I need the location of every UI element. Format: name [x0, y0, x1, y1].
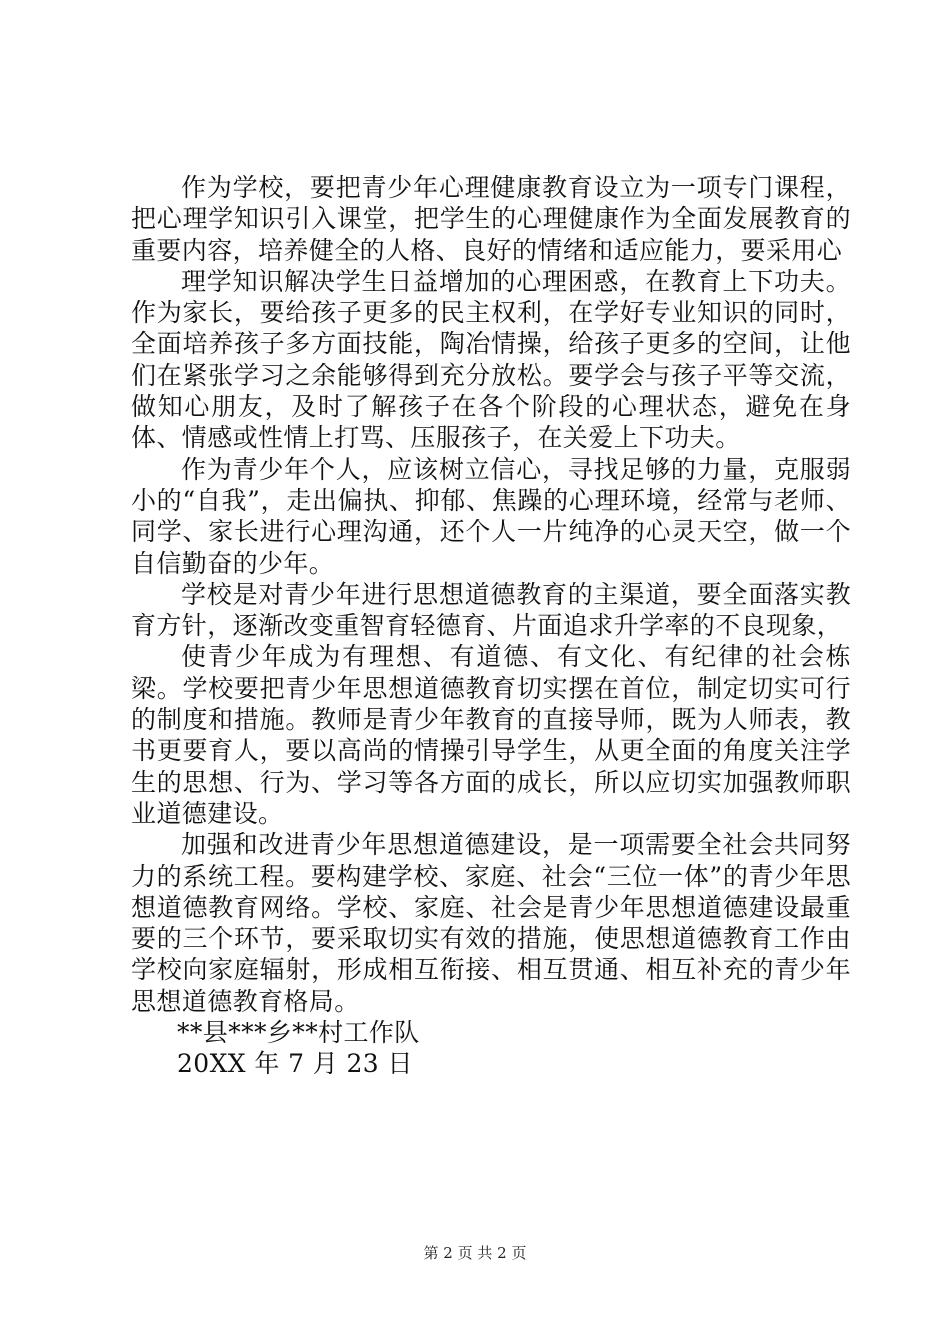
page-footer: [0, 1243, 950, 1263]
paragraph-6: 加强和改进青少年思想道德建设，是一项需要全社会共同努力的系统工程。要构建学校、家庭、社会“三位一体”的青少年思想道德教育网络。学校、家庭、社会是青少年思想道德建设最重要的三个环节，要采取切实有效的措施，使思想道德教育工作由学校向家庭辐射，形成相互衔接、相互贯通、相互补充的青少年思想道德教育格局。: [131, 830, 851, 1016]
date-line: 20XX 年 7 月 23 日: [177, 1049, 413, 1079]
paragraph-2: 理学知识解决学生日益增加的心理困惑，在教育上下功夫。作为家长，要给孩子更多的民主权利，在学好专业知识的同时，全面培养孩子多方面技能，陶冶情操，给孩子更多的空间，让他们在紧张学习之余能够得到充分放松。要学会与孩子平等交流，做知心朋友，及时了解孩子在各个阶段的心理状态，避免在身体、情感或性情上打骂、压服孩子，在关爱上下功夫。: [131, 266, 851, 453]
signature-line: **县***乡**村工作队: [177, 1018, 420, 1048]
paragraph-1: 作为学校，要把青少年心理健康教育设立为一项专门课程，把心理学知识引入课堂，把学生的心理健康作为全面发展教育的重要内容，培养健全的人格、良好的情绪和适应能力，要采用心: [131, 173, 851, 265]
paragraph-4: 学校是对青少年进行思想道德教育的主渠道，要全面落实教育方针，逐渐改变重智育轻德育、片面追求升学率的不良现象，: [131, 579, 851, 641]
paragraph-5: 使青少年成为有理想、有道德、有文化、有纪律的社会栋梁。学校要把青少年思想道德教育切实摆在首位，制定切实可行的制度和措施。教师是青少年教育的直接导师，既为人师表，教书更要育人，要以高尚的情操引导学生，从更全面的角度关注学生的思想、行为、学习等各方面的成长，所以应切实加强教师职业道德建设。: [131, 642, 851, 828]
paragraph-3: 作为青少年个人，应该树立信心，寻找足够的力量，克服弱小的“自我”，走出偏执、抑郁、焦躁的心理环境，经常与老师、同学、家长进行心理沟通，还个人一片纯净的心灵天空，做一个自信勤奋的少年。: [131, 454, 851, 578]
page-number: 第 2 页 共 2 页: [423, 1244, 527, 1262]
document-body: [131, 172, 851, 1080]
